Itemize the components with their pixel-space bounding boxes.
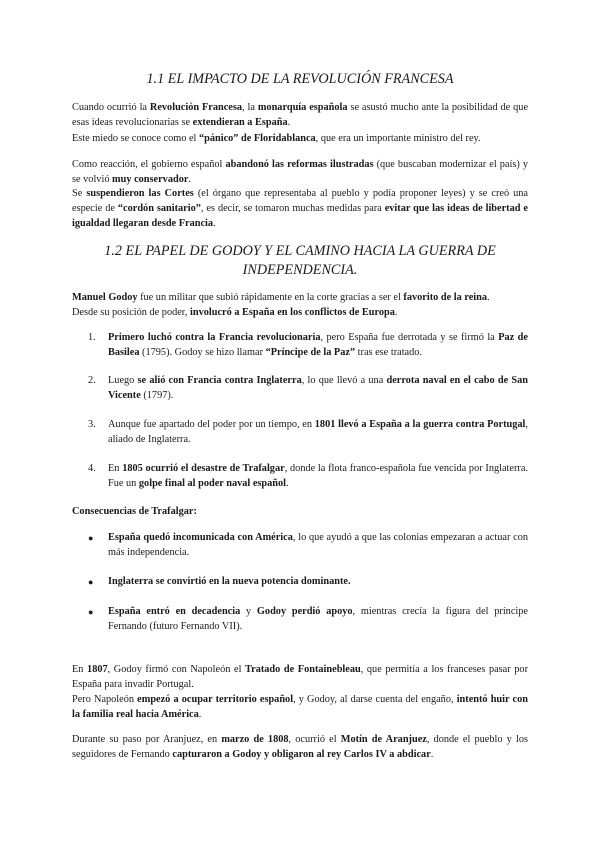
text-run: . (188, 174, 191, 186)
text-run: Como reacción, el gobierno español (72, 159, 226, 170)
bold-text: golpe final al poder naval español (138, 478, 287, 490)
bold-text: Motín de Aranjuez (340, 734, 427, 745)
section2-intro-b (72, 305, 528, 320)
bold-text: Revolución Francesa (149, 102, 243, 113)
text-run: . (394, 307, 398, 318)
paragraph-aranjuez (72, 732, 528, 762)
bold-text: España entró en decadencia (108, 606, 241, 617)
list-item-text (108, 330, 528, 360)
list-number: 1. (88, 332, 96, 343)
text-run: Pero Napoleón (72, 694, 138, 705)
bold-text: Tratado de Fontainebleau (245, 664, 361, 675)
text-run: (1795). Godoy se hizo llamar (139, 347, 266, 359)
text-run: , donde la flota franco-española fue vencida por Inglaterra. Fue un (108, 463, 528, 490)
list-item-text (108, 574, 528, 589)
text-run: . (213, 218, 216, 230)
text-run: , la (242, 102, 258, 113)
bold-text: 1807 (87, 664, 108, 675)
list-item-text (108, 530, 528, 560)
text-run: . (287, 117, 291, 129)
bold-text: evitar que las ideas de libertad e igualdad llegaran desde Francia (72, 203, 528, 230)
text-run: Cuando ocurrió la (72, 102, 150, 113)
bullet-icon: ● (88, 533, 94, 543)
bullet-icon: ● (88, 577, 94, 587)
bold-text: muy conservador (112, 174, 189, 186)
section1-title: 1.1 EL IMPACTO DE LA REVOLUCIÓN FRANCESA (146, 71, 454, 87)
bold-text: empezó a ocupar territorio español (137, 694, 294, 705)
events-list (72, 330, 528, 496)
text-run: , donde el pueblo y los seguidores de Fernando (72, 734, 528, 761)
text-run: . (430, 749, 434, 761)
bold-text: intentó huir con la familia real hacia América (72, 694, 528, 721)
text-run: . (286, 478, 289, 490)
bold-text: Inglaterra se convirtió en la nueva potencia dominante. (108, 576, 351, 587)
list-item-text (108, 417, 528, 447)
text-run: (que buscaban modernizar el país) y se volvió (72, 159, 528, 186)
bold-text: Paz de Basilea (108, 332, 528, 359)
text-run: , Godoy firmó con Napoleón el (107, 664, 246, 675)
text-run: , lo que ayudó a que las colonias empezaran a actuar con más independencia. (108, 532, 528, 559)
bold-text: España quedó incomunicada con América (108, 532, 293, 543)
list-number: 4. (88, 463, 96, 474)
text-run: Durante su paso por Aranjuez, en (72, 734, 222, 745)
text-run: , ocurrió el (288, 734, 341, 745)
bold-text: “cordón sanitario” (117, 203, 201, 215)
section2-title: 1.2 EL PAPEL DE GODOY Y EL CAMINO HACIA LA GUERRA DE INDEPENDENCIA. (104, 243, 496, 278)
consequences-title: Consecuencias de Trafalgar: (72, 506, 197, 517)
text-run: , aliado de Inglaterra. (108, 419, 528, 446)
bold-text: Manuel Godoy (72, 292, 138, 303)
text-run: , que era un importante ministro del rey. (315, 133, 481, 144)
section1-paragraph-1b (72, 131, 528, 146)
text-run: . (487, 292, 490, 303)
text-run: , es decir, se tomaron muchas medidas para (200, 203, 385, 215)
bold-text: “Príncipe de la Paz” (265, 347, 356, 359)
bold-text: marzo de 1808 (221, 734, 289, 745)
text-run: , y Godoy, al darse cuenta del engaño, (293, 694, 457, 705)
text-run: , mientras crecía la figura del príncipe Fernando (futuro Fernando VII). (108, 606, 528, 633)
list-number: 3. (88, 419, 96, 430)
text-run: , lo que llevó a una (301, 375, 387, 386)
bold-text: “pánico” de Floridablanca (198, 133, 316, 144)
consequences-list (72, 530, 528, 640)
text-run: Luego (108, 375, 138, 386)
bold-text: favorito de la reina (403, 292, 488, 303)
paragraph-fontainebleau (72, 662, 528, 692)
bold-text: 1801 llevó a España a la guerra contra Portugal (314, 419, 526, 430)
text-run: fue un militar que subió rápidamente en la corte gracias a ser el (137, 292, 404, 303)
text-run: Este miedo se conoce como el (72, 133, 199, 144)
text-run: . (198, 709, 202, 721)
paragraph-occupation (72, 692, 528, 722)
bullet-icon: ● (88, 607, 94, 617)
text-run: , pero España fue derrotada y se firmó la (320, 332, 499, 343)
bold-text: capturaron a Godoy y obligaron al rey Carlos IV a abdicar (172, 749, 431, 761)
list-item-text (108, 461, 528, 491)
text-run: (1797). (140, 390, 174, 402)
text-run: Desde su posición de poder, (72, 307, 190, 318)
bold-text: monarquía española (257, 102, 348, 113)
bold-text: abandonó las reformas ilustradas (225, 159, 374, 170)
text-run: se asustó mucho ante la posibilidad de que esas ideas revolucionarias se (72, 102, 529, 129)
section1-paragraph-2b (72, 186, 528, 232)
bold-text: Godoy perdió apoyo (256, 606, 353, 617)
text-run: tras ese tratado. (355, 347, 422, 359)
bold-text: derrota naval en el cabo de San Vicente (108, 375, 529, 402)
list-number: 2. (88, 375, 96, 386)
bold-text: Primero luchó contra la Francia revolucionaria (108, 332, 321, 343)
text-run: En (108, 463, 123, 474)
text-run: , que permitía a los franceses pasar por España para invadir Portugal. (72, 664, 528, 691)
text-run: (el órgano que representaba al pueblo y podía proponer leyes) y se creó una especie de (72, 188, 528, 215)
section2-intro (72, 290, 528, 305)
text-run: y (240, 606, 257, 617)
bold-text: se alió con Francia contra Inglaterra (137, 375, 302, 386)
text-run: Se (72, 188, 87, 199)
bold-text: 1805 ocurrió el desastre de Trafalgar (122, 463, 285, 474)
bold-text: involucró a España en los conflictos de Europa (189, 307, 395, 318)
section1-paragraph-1 (72, 100, 528, 130)
text-run: En (72, 664, 88, 675)
bold-text: extendieran a España (192, 117, 288, 129)
text-run: Aunque fue apartado del poder por un tiempo, en (108, 419, 315, 430)
list-item-text (108, 373, 528, 403)
section1-paragraph-2 (72, 157, 528, 187)
list-item-text (108, 604, 528, 634)
bold-text: suspendieron las Cortes (86, 188, 194, 199)
